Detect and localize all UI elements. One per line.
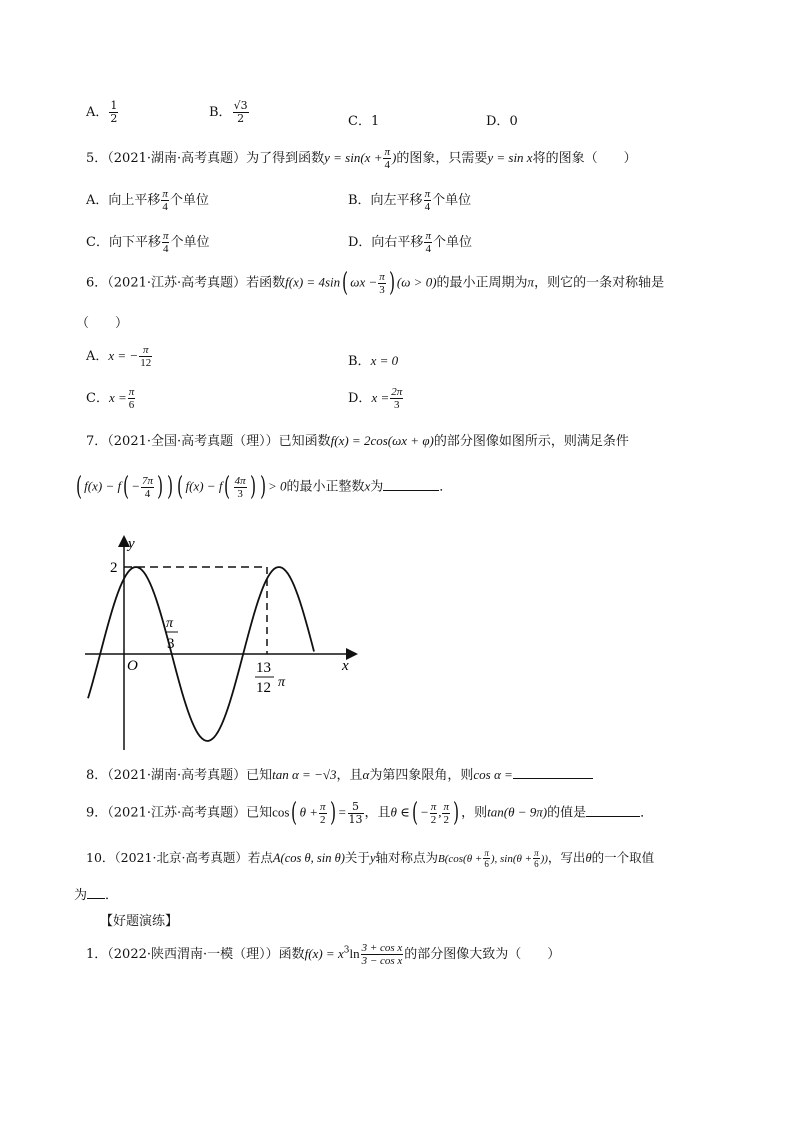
math-expr: θ + xyxy=(299,804,319,820)
question-text: ，则它的一条对称轴是 xyxy=(534,275,665,291)
numerator: π xyxy=(443,800,449,813)
denominator: 2 xyxy=(237,112,245,125)
numerator: 3 + cos x xyxy=(361,942,403,954)
math-expr: π xyxy=(527,274,535,290)
q6-option-b xyxy=(348,350,398,369)
fraction xyxy=(141,475,154,500)
question-text: 的图象，只需要 xyxy=(396,151,488,166)
math-expr: θ ∈ xyxy=(390,804,410,820)
fraction xyxy=(234,475,247,500)
question-text: 1．（2022·陕西渭南·一模（理））函数 xyxy=(86,947,305,962)
numerator: π xyxy=(320,800,326,813)
denominator: 6 xyxy=(128,399,135,411)
question-7-condition: ( f(x) − f( − $\frac{7\pi}{4}$ ) ) ( f(x) − f( $\frac{4\pi}{3}$ ) ) > 0的最小正整数x为 ． xyxy=(76,472,453,502)
question-text: 轴对称点为 xyxy=(375,850,439,865)
math-expr: x = xyxy=(108,390,127,405)
denominator: 2 xyxy=(430,813,437,826)
math-expr: = xyxy=(337,804,347,820)
option-label: A． xyxy=(86,105,109,120)
option-value: 1 xyxy=(370,114,380,129)
option-text: A．向上平移 xyxy=(86,193,161,208)
numerator: π xyxy=(384,146,390,158)
fraction xyxy=(533,848,540,869)
denominator: 3 xyxy=(237,487,243,500)
q6-answer-paren xyxy=(76,312,128,331)
math-expr: α xyxy=(362,767,370,782)
math-expr: x = xyxy=(371,390,390,405)
fraction xyxy=(361,942,404,967)
math-expr: f(x) = 4sin xyxy=(285,274,341,290)
option-text: 个单位 xyxy=(432,193,472,208)
question-text: ，且 xyxy=(336,768,363,783)
denominator: 2 xyxy=(110,112,118,125)
numerator: π xyxy=(430,800,437,813)
question-text: 为 xyxy=(370,479,384,495)
numerator: π xyxy=(425,230,431,242)
numerator: 4π xyxy=(234,474,246,487)
option-label: C． xyxy=(86,391,109,406)
numerator: π xyxy=(139,344,152,357)
question-text: 7．（2021·全国·高考真题（理））已知函数 xyxy=(86,434,331,449)
denominator: 2 xyxy=(320,813,326,826)
question-text: 为第四象限角，则 xyxy=(369,768,474,783)
q6-option-c xyxy=(86,386,136,411)
option-label: A． xyxy=(86,349,109,364)
question-text: 关于 xyxy=(344,850,370,865)
numerator: 1 xyxy=(110,99,118,112)
math-expr: θ xyxy=(585,851,592,865)
exponent: 3 xyxy=(343,945,350,956)
fraction xyxy=(128,386,136,411)
denominator: 4 xyxy=(162,201,168,213)
question-text: 的一个取值 xyxy=(591,850,655,865)
q5-option-c xyxy=(86,230,209,255)
math-expr: ), sin(θ + xyxy=(490,853,533,865)
math-expr: A(cos θ, sin θ) xyxy=(272,851,345,865)
question-5-stem xyxy=(86,146,637,171)
cosine-graph xyxy=(80,530,370,755)
numerator: √3 xyxy=(233,99,248,112)
practice-question-1 xyxy=(86,942,560,967)
question-text: 6．（2021·江苏·高考真题）若函数 xyxy=(86,275,286,291)
math-expr: y = sin x xyxy=(487,150,533,165)
option-text: D．向右平移 xyxy=(348,235,424,250)
option-text: 个单位 xyxy=(432,235,472,250)
math-expr: x = 0 xyxy=(370,353,399,368)
option-label: D． xyxy=(486,114,510,129)
paren-right: ) xyxy=(249,472,256,502)
option-text: 个单位 xyxy=(170,235,210,250)
math-expr: (ω > 0) xyxy=(396,274,437,290)
section-heading xyxy=(100,910,178,929)
question-text: ． xyxy=(105,888,119,903)
paren-left: ( xyxy=(291,798,298,828)
question-6-stem xyxy=(86,270,664,296)
question-7-stem xyxy=(86,430,629,449)
numerator: π xyxy=(534,848,539,858)
numerator: π xyxy=(424,188,431,200)
fraction xyxy=(319,801,327,826)
question-text: 的部分图像大致为（ ） xyxy=(404,947,561,962)
math-expr: cos α = xyxy=(473,767,513,782)
paren-right: ) xyxy=(259,472,266,502)
option-text: C．向下平移 xyxy=(86,235,161,250)
numerator: 7π xyxy=(142,474,154,487)
answer-blank xyxy=(87,897,105,899)
paren-left: ( xyxy=(123,472,130,502)
fraction xyxy=(348,801,364,826)
math-expr: y = sin(x + xyxy=(324,150,383,165)
numerator: 5 xyxy=(348,801,364,814)
math-expr: − xyxy=(419,804,429,820)
option-value: 0 xyxy=(509,114,518,129)
denominator: 4 xyxy=(425,243,431,255)
fraction xyxy=(424,188,432,213)
y-axis-label: y xyxy=(128,536,135,552)
numerator: 2π xyxy=(391,386,403,398)
paren-left: ( xyxy=(177,472,184,502)
paren-right: ) xyxy=(167,472,174,502)
paren-left: ( xyxy=(76,472,83,502)
answer-blank xyxy=(513,777,593,779)
fraction xyxy=(378,271,386,296)
paren-right: ) xyxy=(453,798,460,828)
denominator: 3 xyxy=(379,283,385,296)
math-expr: tan α = −√3 xyxy=(272,767,337,782)
question-text: ，写出 xyxy=(547,850,586,865)
fraction xyxy=(383,146,391,171)
paren-right: ) xyxy=(388,268,395,298)
paren-left: ( xyxy=(342,268,349,298)
q5-option-a xyxy=(86,188,209,213)
math-expr: , xyxy=(438,804,442,820)
tick-denominator: 12 xyxy=(256,680,271,696)
question-text: 的部分图像如图所示，则满足条件 xyxy=(433,434,629,449)
option-label: B． xyxy=(348,354,371,369)
math-expr: cos xyxy=(272,804,290,820)
q5-option-b xyxy=(348,188,471,213)
question-text: 的最小正整数 xyxy=(286,479,365,495)
numerator: π xyxy=(379,270,385,283)
question-text: 为 xyxy=(74,888,88,903)
question-8 xyxy=(86,764,593,783)
denominator: 4 xyxy=(424,201,431,213)
question-10 xyxy=(86,848,654,869)
math-expr: f(x) − f xyxy=(84,478,122,494)
option-label: C． xyxy=(348,114,371,129)
question-text: ，且 xyxy=(364,805,391,821)
math-expr: tan(θ − 9π) xyxy=(487,804,548,820)
fraction xyxy=(390,386,403,411)
denominator: 3 − cos x xyxy=(361,955,403,967)
question-text: ． xyxy=(439,479,453,495)
denominator: 2 xyxy=(443,813,449,826)
math-expr: B(cos(θ + xyxy=(438,853,483,865)
x-axis-label: x xyxy=(342,658,349,674)
denominator: 6 xyxy=(484,859,489,869)
paren-right: ) xyxy=(329,798,336,828)
question-text: 的最小正周期为 xyxy=(436,275,528,291)
denominator: 12 xyxy=(140,357,152,369)
math-expr: f(x) = x xyxy=(304,946,344,961)
fraction xyxy=(483,848,490,869)
fraction xyxy=(161,188,169,213)
question-text: 9．（2021·江苏·高考真题）已知 xyxy=(86,805,273,821)
q4-option-a xyxy=(86,100,119,125)
denominator: 4 xyxy=(162,243,169,255)
q4-option-c xyxy=(348,110,379,129)
question-text: 将的图象（ ） xyxy=(532,151,637,166)
denominator: 13 xyxy=(348,812,363,826)
q4-option-d xyxy=(486,110,518,129)
paren-left: ( xyxy=(224,472,231,502)
fraction xyxy=(162,230,170,255)
fraction xyxy=(424,230,432,255)
denominator: 6 xyxy=(534,859,539,869)
max-value-label: 2 xyxy=(110,560,118,576)
denominator: 4 xyxy=(384,159,390,171)
numerator: π xyxy=(162,230,169,242)
question-text: ． xyxy=(640,805,654,821)
paren-left: ( xyxy=(411,798,418,828)
paren-right: ) xyxy=(157,472,164,502)
numerator: π xyxy=(128,386,135,398)
answer-blank xyxy=(383,489,439,491)
math-expr: > 0 xyxy=(267,478,287,494)
origin-label: O xyxy=(127,658,138,674)
tick-numerator: 13 xyxy=(256,660,271,676)
question-text: 10．（2021·北京·高考真题）若点 xyxy=(86,850,273,865)
math-expr: y xyxy=(369,851,376,865)
math-expr: x = − xyxy=(108,348,139,363)
option-text: B．向左平移 xyxy=(348,193,423,208)
tick-pi: π xyxy=(278,675,286,690)
option-text: 个单位 xyxy=(169,193,209,208)
question-text: 的值是 xyxy=(547,805,587,821)
question-text: ，则 xyxy=(461,805,488,821)
numerator: π xyxy=(162,188,168,200)
option-label: D． xyxy=(348,391,372,406)
fraction xyxy=(430,801,438,826)
fraction xyxy=(442,801,450,826)
q6-option-a xyxy=(86,344,153,369)
question-text: 5．（2021·湖南·高考真题）为了得到函数 xyxy=(86,151,325,166)
math-expr: f(x) − f xyxy=(185,478,223,494)
q6-option-d xyxy=(348,386,404,411)
question-text: 8．（2021·湖南·高考真题）已知 xyxy=(86,768,273,783)
pi-third-numerator: π xyxy=(166,616,174,631)
question-text: （ ） xyxy=(76,316,129,331)
question-9 xyxy=(86,800,653,826)
math-expr: ωx − xyxy=(350,274,378,290)
fraction xyxy=(139,344,152,369)
option-label: B． xyxy=(209,105,232,120)
pi-third-denominator: 3 xyxy=(167,636,175,652)
math-expr: ) xyxy=(391,150,397,165)
question-10-line2 xyxy=(74,884,118,903)
section-title: 【好题演练】 xyxy=(100,914,179,929)
numerator: π xyxy=(484,848,489,858)
math-expr: f(x) = 2cos(ωx + φ) xyxy=(330,433,434,448)
q4-option-b xyxy=(209,100,250,125)
answer-blank xyxy=(586,815,640,817)
math-expr: )) xyxy=(540,853,548,865)
denominator: 4 xyxy=(144,487,151,500)
math-expr: x xyxy=(364,478,371,494)
fraction xyxy=(233,100,249,125)
fraction xyxy=(109,100,118,125)
q5-option-d xyxy=(348,230,472,255)
math-expr: ln xyxy=(349,946,360,961)
denominator: 3 xyxy=(393,399,400,411)
